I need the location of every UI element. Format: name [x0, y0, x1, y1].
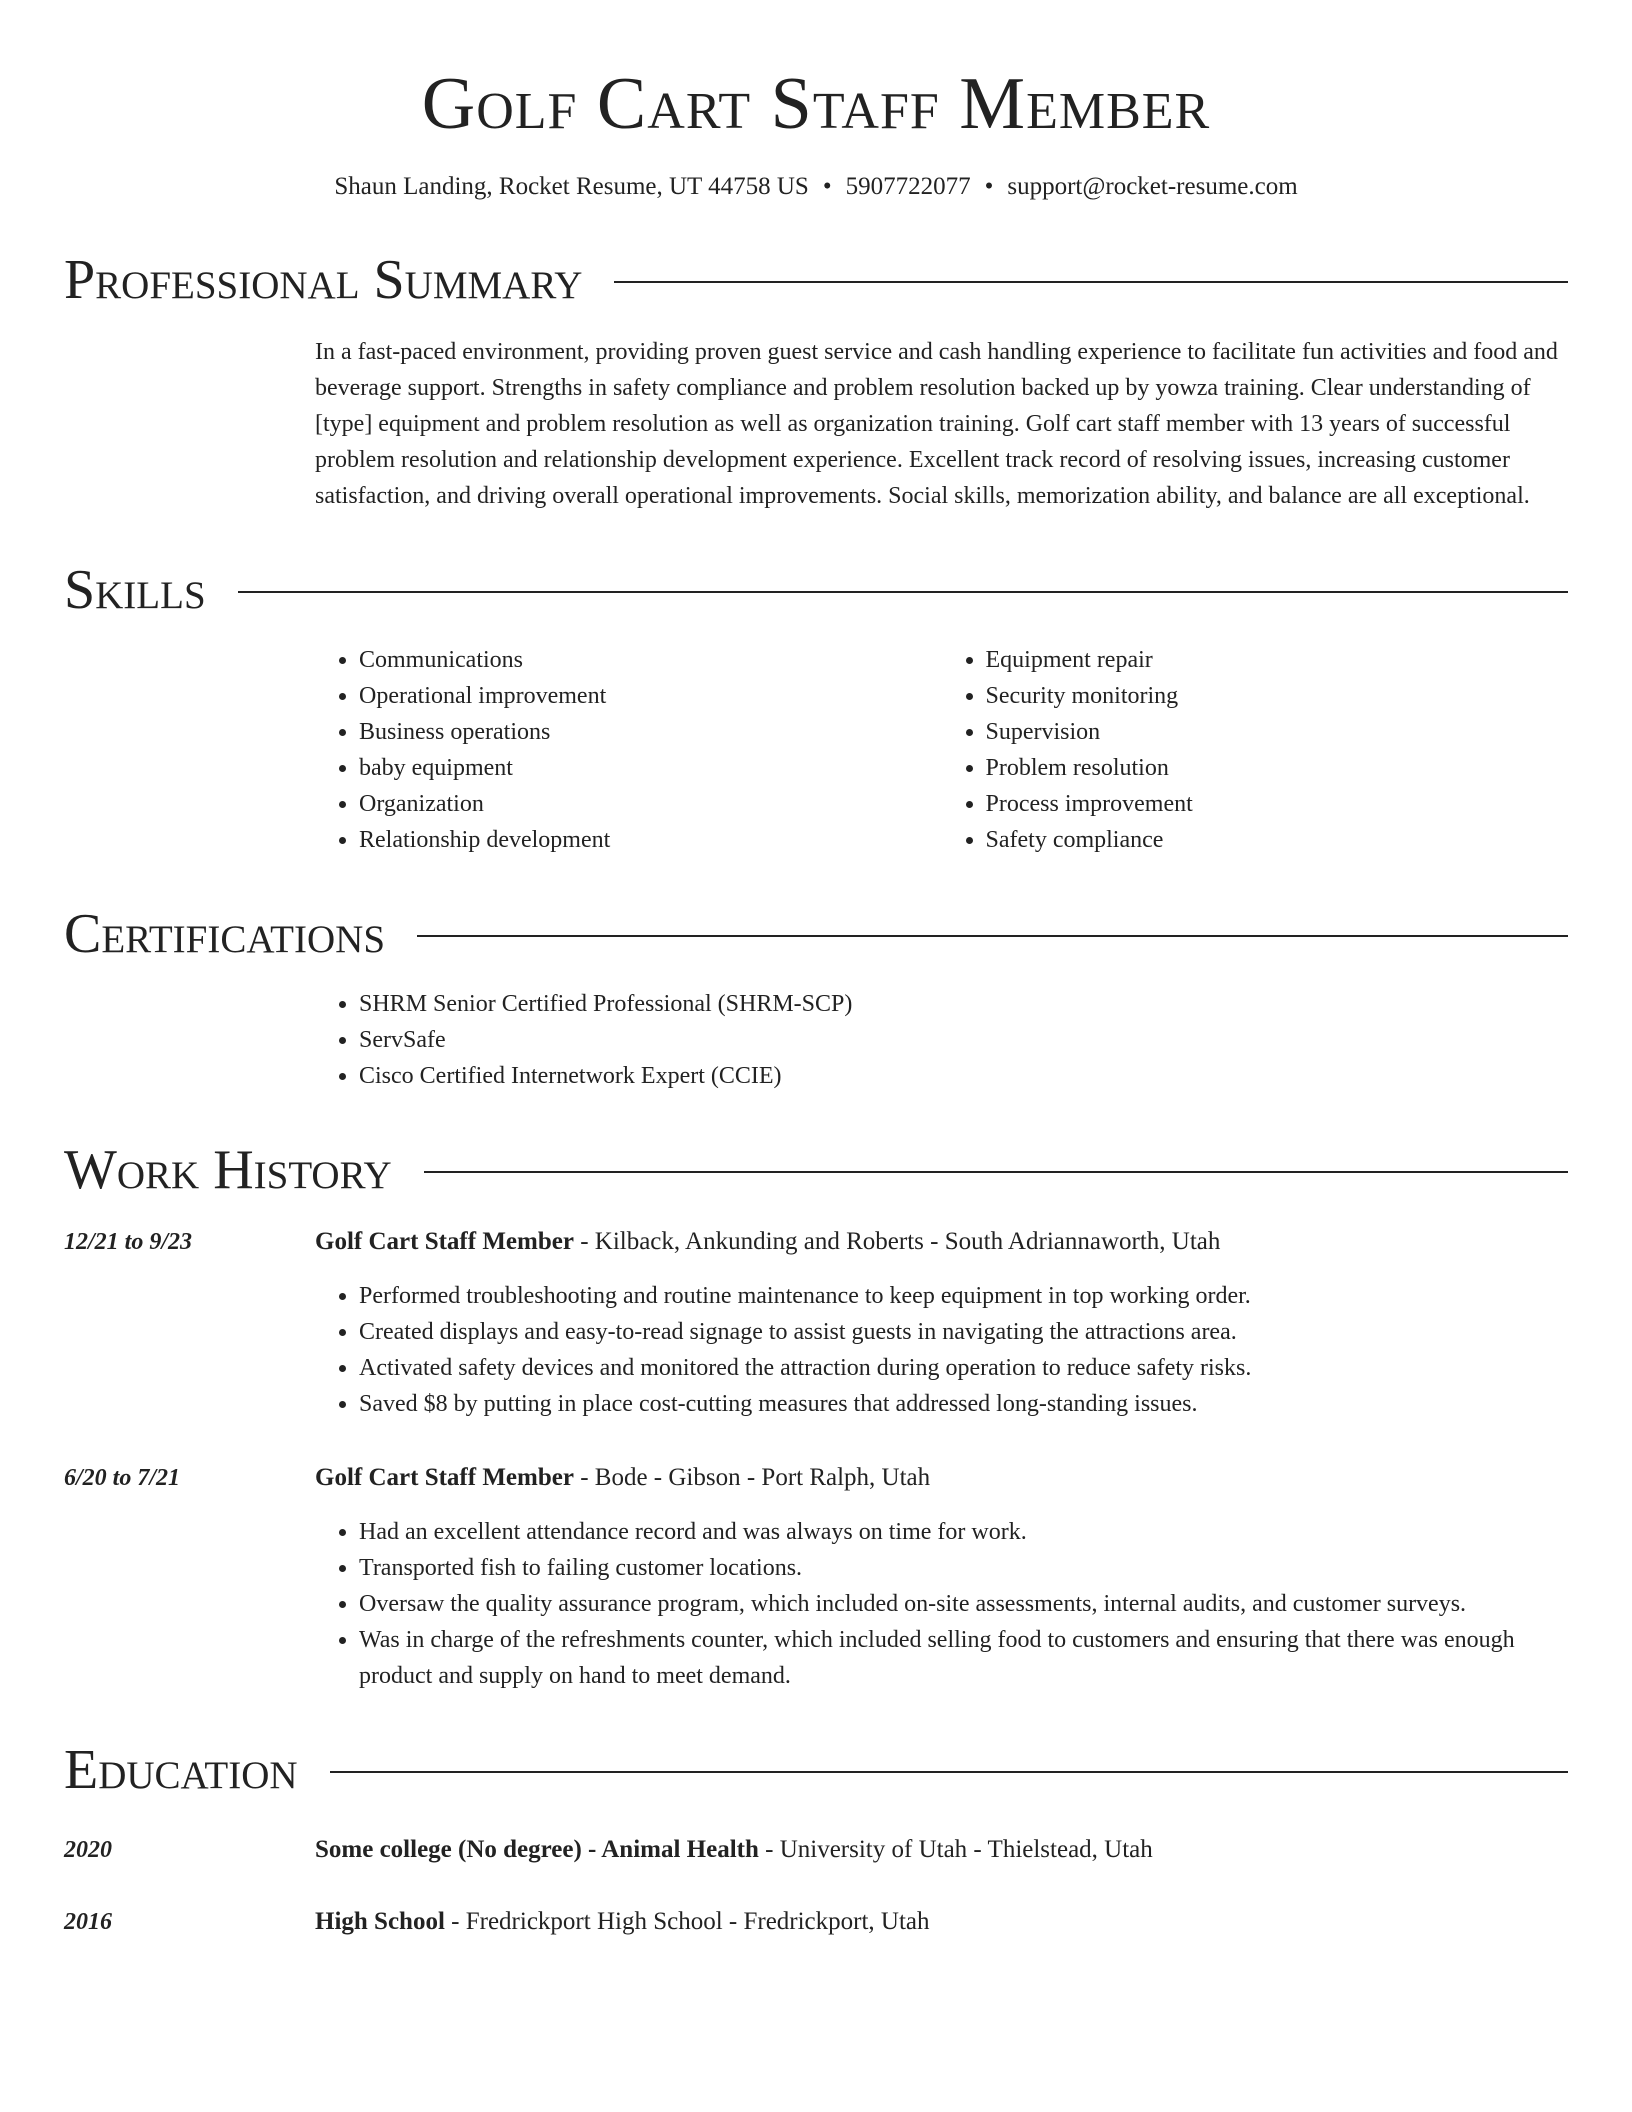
job-dates: 12/21 to 9/23 [64, 1229, 193, 1255]
job-bullet: • Transported fish to failing customer locations. [359, 1550, 1568, 1586]
section-title-education: Education [64, 1739, 298, 1801]
skills-list [315, 642, 1568, 858]
job-body [315, 1224, 1568, 1422]
section-title-summary: Professional Summary [64, 249, 583, 311]
contact-separator: • [822, 173, 832, 200]
section-divider [238, 591, 1568, 593]
skill-item: • Relationship development [359, 822, 942, 858]
summary-text: In a fast-paced environment, providing proven guest service and cash handling experience to facilitate fun activities and food and beverage support. Strengths in safety compliance and problem resolution backed up by yowza training. Clear understanding of [type] equipment and problem resolution as well as organization training. Golf cart staff member with 13 years of successful problem resolution and relationship development experience. Excellent track record of resolving issues, increasing customer satisfaction, and driving overall operational improvements. Social skills, memorization ability, and balance are all exceptional. [315, 339, 1558, 509]
skill-item: • Communications [359, 642, 942, 678]
job-employer: - Kilback, Ankunding and Roberts - South Adriannaworth, Utah [573, 1228, 1221, 1255]
certification-item: • ServSafe [359, 1022, 1568, 1058]
contact-phone: 5907722077 [845, 173, 971, 200]
education-degree: Some college (No degree) - Animal Health [315, 1836, 759, 1863]
skill-item: • Security monitoring [986, 678, 1569, 714]
job-bullets [315, 1278, 1568, 1422]
certifications-list [315, 986, 1568, 1094]
job-position: Golf Cart Staff Member [315, 1228, 574, 1255]
section-divider [614, 281, 1568, 283]
job-entry [64, 1224, 1568, 1422]
contact-line [64, 170, 1568, 204]
education-school: - Fredrickport High School - Fredrickport, Utah [444, 1908, 930, 1935]
skill-item: • Organization [359, 786, 942, 822]
certification-item: • SHRM Senior Certified Professional (SHRM-SCP) [359, 986, 1568, 1022]
certifications-bullets [315, 986, 1568, 1094]
summary-heading [64, 248, 1568, 312]
job-bullet: • Oversaw the quality assurance program, which included on-site assessments, internal audits, and customer surveys. [359, 1586, 1568, 1622]
skill-item: • Safety compliance [986, 822, 1569, 858]
skill-item: • Supervision [986, 714, 1569, 750]
contact-address: Shaun Landing, Rocket Resume, UT 44758 US [334, 173, 809, 200]
education-entry [64, 1832, 1568, 1868]
education-year: 2020 [64, 1837, 112, 1863]
certification-item: • Cisco Certified Internetwork Expert (CCIE) [359, 1058, 1568, 1094]
section-title-certifications: Certifications [64, 903, 386, 965]
resume-header [64, 0, 1568, 204]
skills-heading [64, 558, 1568, 622]
job-bullet: • Was in charge of the refreshments counter, which included selling food to customers and ensuring that there was enough product and supply on hand to meet demand. [359, 1622, 1568, 1694]
job-position: Golf Cart Staff Member [315, 1464, 574, 1491]
job-bullet: • Activated safety devices and monitored the attraction during operation to reduce safety risks. [359, 1350, 1568, 1386]
job-bullet: • Saved $8 by putting in place cost-cutting measures that addressed long-standing issues. [359, 1386, 1568, 1422]
section-divider [417, 935, 1568, 937]
education-school: - University of Utah - Thielstead, Utah [758, 1836, 1153, 1863]
skill-item: • Operational improvement [359, 678, 942, 714]
education-degree: High School [315, 1908, 445, 1935]
education-line [315, 1832, 1153, 1868]
job-bullet: • Performed troubleshooting and routine maintenance to keep equipment in top working order. [359, 1278, 1568, 1314]
education-heading [64, 1738, 1568, 1802]
job-bullet: • Created displays and easy-to-read signage to assist guests in navigating the attractions area. [359, 1314, 1568, 1350]
job-entry [64, 1460, 1568, 1694]
section-title-work-history: Work History [64, 1139, 392, 1201]
education-year: 2016 [64, 1909, 112, 1935]
job-title-line [315, 1224, 1568, 1260]
contact-email: support@rocket-resume.com [1007, 173, 1298, 200]
education-entry [64, 1904, 1568, 1940]
certifications-heading [64, 902, 1568, 966]
candidate-name: Golf Cart Staff Member [421, 63, 1211, 145]
job-bullet: • Had an excellent attendance record and was always on time for work. [359, 1514, 1568, 1550]
job-title-line [315, 1460, 1568, 1496]
skill-item: • Equipment repair [986, 642, 1569, 678]
skill-item: • baby equipment [359, 750, 942, 786]
education-line [315, 1904, 930, 1940]
job-employer: - Bode - Gibson - Port Ralph, Utah [573, 1464, 931, 1491]
work-history-heading [64, 1138, 1568, 1202]
job-dates: 6/20 to 7/21 [64, 1465, 181, 1491]
contact-separator: • [984, 173, 994, 200]
job-body [315, 1460, 1568, 1694]
skills-column-right [942, 642, 1569, 858]
section-divider [330, 1771, 1568, 1773]
skill-item: • Process improvement [986, 786, 1569, 822]
skills-column-left [315, 642, 942, 858]
skill-item: • Business operations [359, 714, 942, 750]
skill-item: • Problem resolution [986, 750, 1569, 786]
section-divider [424, 1171, 1568, 1173]
job-bullets [315, 1514, 1568, 1694]
section-title-skills: Skills [64, 559, 206, 621]
